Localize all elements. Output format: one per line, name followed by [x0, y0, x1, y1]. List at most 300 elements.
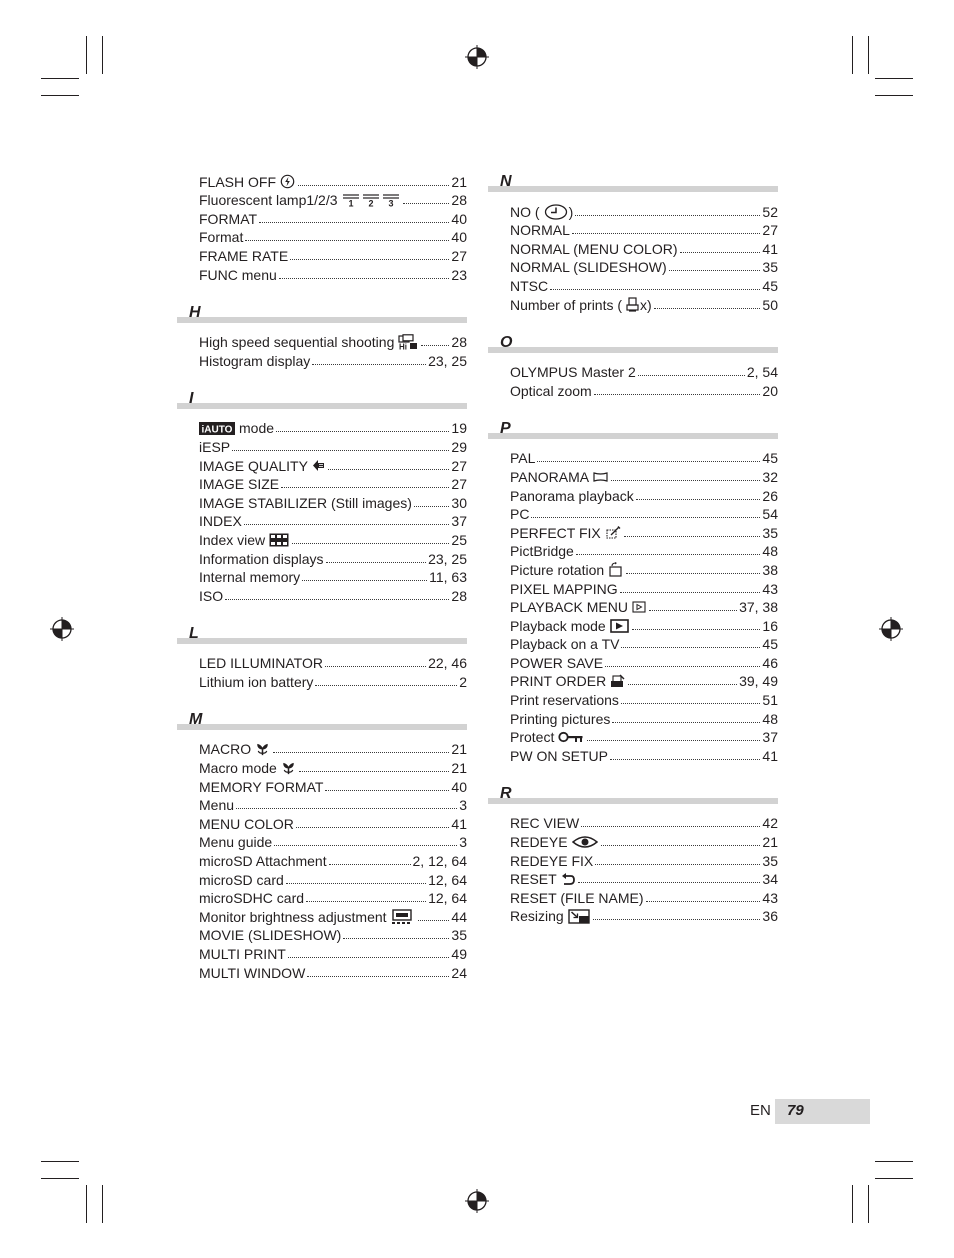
- index-term-text: FLASH OFF: [199, 173, 277, 190]
- index-term: [199, 778, 323, 796]
- page-reference: 35: [451, 927, 467, 944]
- index-entry: [199, 907, 467, 926]
- index-term: [510, 203, 573, 221]
- index-term-text: IMAGE STABILIZER (Still images): [199, 494, 412, 511]
- page-reference: 27: [451, 457, 467, 474]
- index-term: [510, 617, 630, 635]
- section-letter: P: [500, 419, 511, 437]
- index-entry: [510, 295, 778, 314]
- index-term-text: ISO: [199, 587, 224, 604]
- index-term-text: PLAYBACK MENU: [510, 599, 628, 616]
- page-reference: 2, 54: [746, 364, 778, 381]
- index-term: [510, 654, 603, 672]
- dot-leader: [244, 524, 450, 525]
- index-term-text: Print reservations: [510, 692, 619, 709]
- index-entry: [199, 437, 467, 456]
- dot-leader: [587, 740, 760, 741]
- page-reference: 35: [762, 259, 778, 276]
- index-entry: [510, 363, 778, 382]
- page-reference: 48: [762, 543, 778, 560]
- index-entry: [510, 616, 778, 635]
- index-entry: [199, 419, 467, 438]
- index-term-text: Index view: [199, 531, 266, 548]
- page-reference: 32: [762, 468, 778, 485]
- index-term: [199, 568, 300, 586]
- index-entry: [510, 239, 778, 258]
- page-reference: 49: [451, 946, 467, 962]
- index-term-text: MULTI WINDOW: [199, 964, 306, 981]
- page-reference: 44: [451, 908, 467, 925]
- page-reference: 30: [451, 494, 467, 511]
- page-reference: 39, 49: [739, 673, 778, 690]
- index-entry: [510, 907, 778, 926]
- dot-leader: [611, 480, 760, 481]
- index-term: [199, 266, 277, 284]
- page-reference: 3: [459, 797, 467, 814]
- index-entry: [199, 870, 467, 889]
- index-term: [510, 382, 592, 400]
- index-term-text: ): [568, 203, 574, 220]
- index-entry: [199, 191, 467, 210]
- index-term: [199, 531, 290, 549]
- index-term-text: REDEYE: [510, 834, 568, 851]
- page-reference: 41: [762, 240, 778, 257]
- page-reference: 54: [762, 506, 778, 523]
- section-header: [488, 419, 778, 439]
- page-number: 79: [787, 1102, 804, 1119]
- index-term-text: NO (: [510, 203, 540, 220]
- index-term: [199, 333, 419, 351]
- index-term-text: FRAME RATE: [199, 247, 289, 264]
- index-term-text: OLYMPUS Master 2: [510, 364, 636, 381]
- dot-leader: [578, 882, 761, 883]
- index-entry: [199, 586, 467, 605]
- index-entry: [510, 814, 778, 833]
- right-sections: [488, 172, 778, 944]
- svg-text:2: 2: [368, 198, 374, 208]
- dot-leader: [621, 703, 760, 704]
- section-entries: [488, 202, 778, 314]
- index-term-text: Fluorescent lamp1/2/3: [199, 192, 338, 209]
- section-divider: [488, 347, 778, 353]
- index-term: [199, 550, 324, 568]
- dot-leader: [274, 845, 457, 846]
- dot-leader: [296, 827, 450, 828]
- section-letter: M: [189, 710, 203, 728]
- dot-leader: [620, 592, 761, 593]
- index-entry: [510, 598, 778, 617]
- dot-leader: [245, 240, 449, 241]
- page-reference: 27: [762, 222, 778, 239]
- index-entry: [199, 796, 467, 815]
- index-term: [199, 173, 296, 191]
- dot-leader: [649, 610, 737, 611]
- dot-leader: [680, 252, 761, 253]
- index-entry: [510, 870, 778, 889]
- index-entry: [510, 728, 778, 747]
- dot-leader: [621, 647, 760, 648]
- index-term: [510, 691, 619, 709]
- index-term: [510, 728, 585, 746]
- dot-leader: [288, 957, 450, 958]
- dot-leader: [638, 375, 745, 376]
- section-letter: L: [189, 624, 199, 642]
- footer-page-box: [775, 1099, 870, 1124]
- page-reference: 20: [762, 382, 778, 399]
- index-view-icon: [269, 533, 289, 547]
- section-divider: [488, 186, 778, 192]
- dot-leader: [328, 469, 450, 470]
- index-entry: [199, 209, 467, 228]
- section-divider: [488, 798, 778, 804]
- index-entry: [199, 777, 467, 796]
- index-term: [510, 598, 647, 616]
- index-entry: [199, 851, 467, 870]
- page-reference: 43: [762, 580, 778, 597]
- index-entry: [199, 228, 467, 247]
- page-reference: 48: [762, 710, 778, 727]
- section-letter: I: [189, 389, 194, 407]
- index-term-text: RESET: [510, 871, 557, 888]
- section-entries: [177, 333, 467, 370]
- index-term: [199, 908, 416, 926]
- index-term: [510, 907, 591, 925]
- page-reference: 40: [451, 210, 467, 227]
- index-term-text: High speed sequential shooting: [199, 334, 395, 351]
- index-term: [199, 210, 257, 228]
- index-term-text: NORMAL (MENU COLOR): [510, 240, 678, 257]
- macro-icon: [281, 761, 296, 776]
- page-reference: 29: [451, 438, 467, 455]
- index-entry: [510, 709, 778, 728]
- index-term-text: PIXEL MAPPING: [510, 580, 618, 597]
- page-reference: 28: [451, 334, 467, 351]
- page-reference: 40: [451, 778, 467, 795]
- image-quality-icon: [312, 459, 325, 472]
- index-term: [510, 635, 619, 653]
- dot-leader: [531, 517, 760, 518]
- dot-leader: [575, 215, 760, 216]
- dot-leader: [646, 901, 761, 902]
- index-entry: [199, 172, 467, 191]
- page-reference: 22, 46: [428, 655, 467, 672]
- index-entry: [510, 579, 778, 598]
- page-reference: 2, 12, 64: [412, 853, 467, 870]
- section-divider: [177, 403, 467, 409]
- page-reference: 12, 64: [428, 871, 467, 888]
- page-reference: 2: [459, 673, 467, 690]
- index-term: [510, 363, 636, 381]
- index-term-text: LED ILLUMINATOR: [199, 655, 323, 672]
- page-reference: 36: [762, 908, 778, 925]
- index-term-text: PictBridge: [510, 543, 574, 560]
- index-term-text: Picture rotation: [510, 561, 605, 578]
- index-term: [199, 191, 401, 209]
- index-entry: [510, 381, 778, 400]
- page-reference: 24: [451, 964, 467, 981]
- page-reference: 37: [762, 729, 778, 746]
- page-reference: 38: [762, 561, 778, 578]
- index-term: [199, 438, 230, 456]
- index-term: [510, 449, 535, 467]
- index-term-text: REC VIEW: [510, 815, 580, 832]
- page-reference: 37, 38: [739, 599, 778, 616]
- dot-leader: [325, 666, 426, 667]
- section-letter: O: [500, 333, 513, 351]
- index-term-text: x): [640, 296, 652, 313]
- index-term-text: PAL: [510, 450, 536, 467]
- dot-leader: [601, 845, 761, 846]
- index-term-text: RESET (FILE NAME): [510, 889, 644, 906]
- index-term-text: microSD card: [199, 871, 284, 888]
- index-term: [510, 524, 622, 542]
- index-term: [199, 419, 274, 437]
- index-term: [199, 654, 323, 672]
- section-gap: [177, 370, 467, 389]
- page-reference: 25: [451, 531, 467, 548]
- print-order-icon: [610, 674, 625, 689]
- section-header: [177, 389, 467, 409]
- svg-text:1: 1: [348, 198, 354, 208]
- dot-leader: [572, 233, 761, 234]
- index-term: [510, 468, 609, 486]
- footer-language: EN: [750, 1102, 771, 1119]
- index-entry: [510, 690, 778, 709]
- index-entry: [199, 265, 467, 284]
- index-term: [510, 561, 624, 579]
- print-copies-icon: [626, 297, 639, 312]
- index-entry: [510, 653, 778, 672]
- index-term-text: Monitor brightness adjustment: [199, 908, 387, 925]
- index-term: [199, 673, 313, 691]
- svg-text:iAUTO: iAUTO: [201, 424, 233, 435]
- top-entries: [177, 172, 467, 284]
- index-term: [510, 710, 610, 728]
- index-term-text: Information displays: [199, 550, 324, 567]
- reset-arrow-icon: [561, 872, 575, 886]
- page-reference: 23: [451, 266, 467, 283]
- index-entry: [510, 542, 778, 561]
- index-term: [510, 814, 579, 832]
- index-term: [510, 747, 608, 765]
- index-section-r: [488, 784, 778, 945]
- index-entry: [199, 456, 467, 475]
- index-term-text: Menu: [199, 797, 235, 814]
- index-term-text: Number of prints (: [510, 296, 623, 313]
- dot-leader: [273, 752, 449, 753]
- page-reference: 21: [451, 741, 467, 758]
- svg-text:3: 3: [388, 198, 394, 208]
- page-reference: 51: [762, 692, 778, 709]
- dot-leader: [421, 345, 449, 346]
- dot-leader: [610, 759, 760, 760]
- page-reference: 45: [762, 636, 778, 653]
- section-gap: [177, 982, 467, 1001]
- index-section-m: [177, 710, 467, 1001]
- index-entry: [510, 851, 778, 870]
- page-reference: 23, 25: [428, 352, 467, 369]
- index-section-n: [488, 172, 778, 333]
- page-reference: 28: [451, 587, 467, 604]
- dot-leader: [225, 599, 449, 600]
- index-term-text: MULTI PRINT: [199, 946, 286, 962]
- index-term: [199, 815, 294, 833]
- index-term: [199, 926, 341, 944]
- index-entry: [199, 926, 467, 945]
- dot-leader: [628, 684, 737, 685]
- index-term-text: MEMORY FORMAT: [199, 778, 324, 795]
- index-term-text: Resizing: [510, 908, 564, 925]
- index-term: [199, 228, 243, 246]
- index-term-text: NORMAL (SLIDESHOW): [510, 259, 667, 276]
- index-term: [199, 871, 284, 889]
- index-term-text: MENU COLOR: [199, 815, 294, 832]
- index-term-text: Menu guide: [199, 834, 273, 851]
- index-entry: [199, 944, 467, 963]
- page-reference: 43: [762, 889, 778, 906]
- page-reference: 34: [762, 871, 778, 888]
- index-term-text: Optical zoom: [510, 382, 592, 399]
- page-reference: 41: [762, 747, 778, 764]
- index-entry: [510, 672, 778, 691]
- dot-leader: [312, 364, 426, 365]
- page-reference: 37: [451, 513, 467, 530]
- high-speed-sequential-icon: [398, 334, 418, 350]
- dot-leader: [276, 431, 449, 432]
- index-entry: [199, 512, 467, 531]
- index-term: [199, 494, 412, 512]
- index-term: [199, 512, 242, 530]
- index-term-text: PERFECT FIX: [510, 524, 601, 541]
- section-letter: R: [500, 784, 512, 802]
- page-reference: 45: [762, 450, 778, 467]
- index-entry: [510, 276, 778, 295]
- section-entries: [177, 654, 467, 691]
- section-gap: [488, 400, 778, 419]
- index-entry: [199, 672, 467, 691]
- index-term: [510, 852, 593, 870]
- index-entry: [510, 505, 778, 524]
- index-section-p: [488, 419, 778, 784]
- index-term: [199, 964, 305, 982]
- section-letter: N: [500, 173, 512, 190]
- dot-leader: [403, 203, 450, 204]
- page-reference: 40: [451, 229, 467, 246]
- page-reference: 27: [451, 247, 467, 264]
- index-term-text: MACRO: [199, 741, 252, 758]
- index-entry: [510, 467, 778, 486]
- index-term: [199, 852, 327, 870]
- index-term: [510, 221, 570, 239]
- index-term: [199, 457, 326, 475]
- index-entry: [199, 493, 467, 512]
- dot-leader: [418, 920, 450, 921]
- dot-leader: [299, 771, 450, 772]
- index-term: [510, 870, 576, 888]
- dot-leader: [302, 580, 427, 581]
- page-reference: 45: [762, 277, 778, 294]
- page-reference: 3: [459, 834, 467, 851]
- dot-leader: [286, 883, 426, 884]
- index-entry: [199, 246, 467, 265]
- section-entries: [488, 449, 778, 765]
- index-term: [199, 352, 310, 370]
- dot-leader: [595, 864, 760, 865]
- index-section-l: [177, 624, 467, 710]
- svg-text:Hi: Hi: [399, 342, 408, 351]
- dot-leader: [581, 826, 760, 827]
- index-entry: [510, 832, 778, 851]
- section-gap: [488, 765, 778, 784]
- index-term-text: IMAGE QUALITY: [199, 457, 308, 474]
- registration-mark-icon: [465, 45, 489, 74]
- index-term-text: Printing pictures: [510, 710, 611, 727]
- dot-leader: [594, 394, 761, 395]
- index-term-text: PW ON SETUP: [510, 747, 609, 764]
- index-entry: [510, 746, 778, 765]
- index-entry: [510, 202, 778, 221]
- index-entry: [199, 963, 467, 982]
- index-term-text: Lithium ion battery: [199, 673, 314, 690]
- section-divider: [177, 317, 467, 323]
- section-gap: [177, 605, 467, 624]
- index-term-text: PANORAMA: [510, 468, 590, 485]
- page-reference: 50: [762, 296, 778, 313]
- iauto-icon: [199, 422, 235, 435]
- section-header: [177, 303, 467, 323]
- page-reference: 21: [762, 834, 778, 851]
- index-term-text: POWER SAVE: [510, 654, 604, 671]
- page-reference: 27: [451, 476, 467, 493]
- index-term-text: IMAGE SIZE: [199, 476, 280, 493]
- dot-leader: [279, 278, 450, 279]
- playback-mode-icon: [610, 619, 629, 633]
- dot-leader: [632, 629, 761, 630]
- dot-leader: [290, 259, 449, 260]
- dot-leader: [307, 976, 449, 977]
- dot-leader: [593, 919, 761, 920]
- panorama-icon: [593, 471, 608, 483]
- page-reference: 23, 25: [428, 550, 467, 567]
- fluorescent-lamp-icon: [342, 193, 400, 207]
- index-term-text: FUNC menu: [199, 266, 277, 283]
- page-reference: 11, 63: [429, 569, 467, 586]
- index-term-text: PC: [510, 506, 530, 523]
- index-term-text: Panorama playback: [510, 487, 634, 504]
- dot-leader: [326, 562, 427, 563]
- index-term: [510, 240, 678, 258]
- section-gap: [177, 691, 467, 710]
- index-term-text: mode: [239, 420, 275, 437]
- index-term-text: NORMAL: [510, 222, 570, 239]
- resize-icon: [568, 909, 590, 924]
- index-term: [199, 247, 288, 265]
- dot-leader: [626, 573, 760, 574]
- index-term: [199, 740, 271, 758]
- index-term: [510, 505, 529, 523]
- index-term: [510, 277, 548, 295]
- section-gap: [488, 925, 778, 944]
- dot-leader: [329, 864, 411, 865]
- index-entry: [199, 758, 467, 777]
- flash-off-icon: [280, 174, 295, 189]
- page-reference: 21: [451, 173, 467, 190]
- section-entries: [488, 814, 778, 926]
- index-term: [510, 833, 599, 851]
- index-entry: [199, 814, 467, 833]
- index-entry: [510, 486, 778, 505]
- dot-leader: [537, 461, 760, 462]
